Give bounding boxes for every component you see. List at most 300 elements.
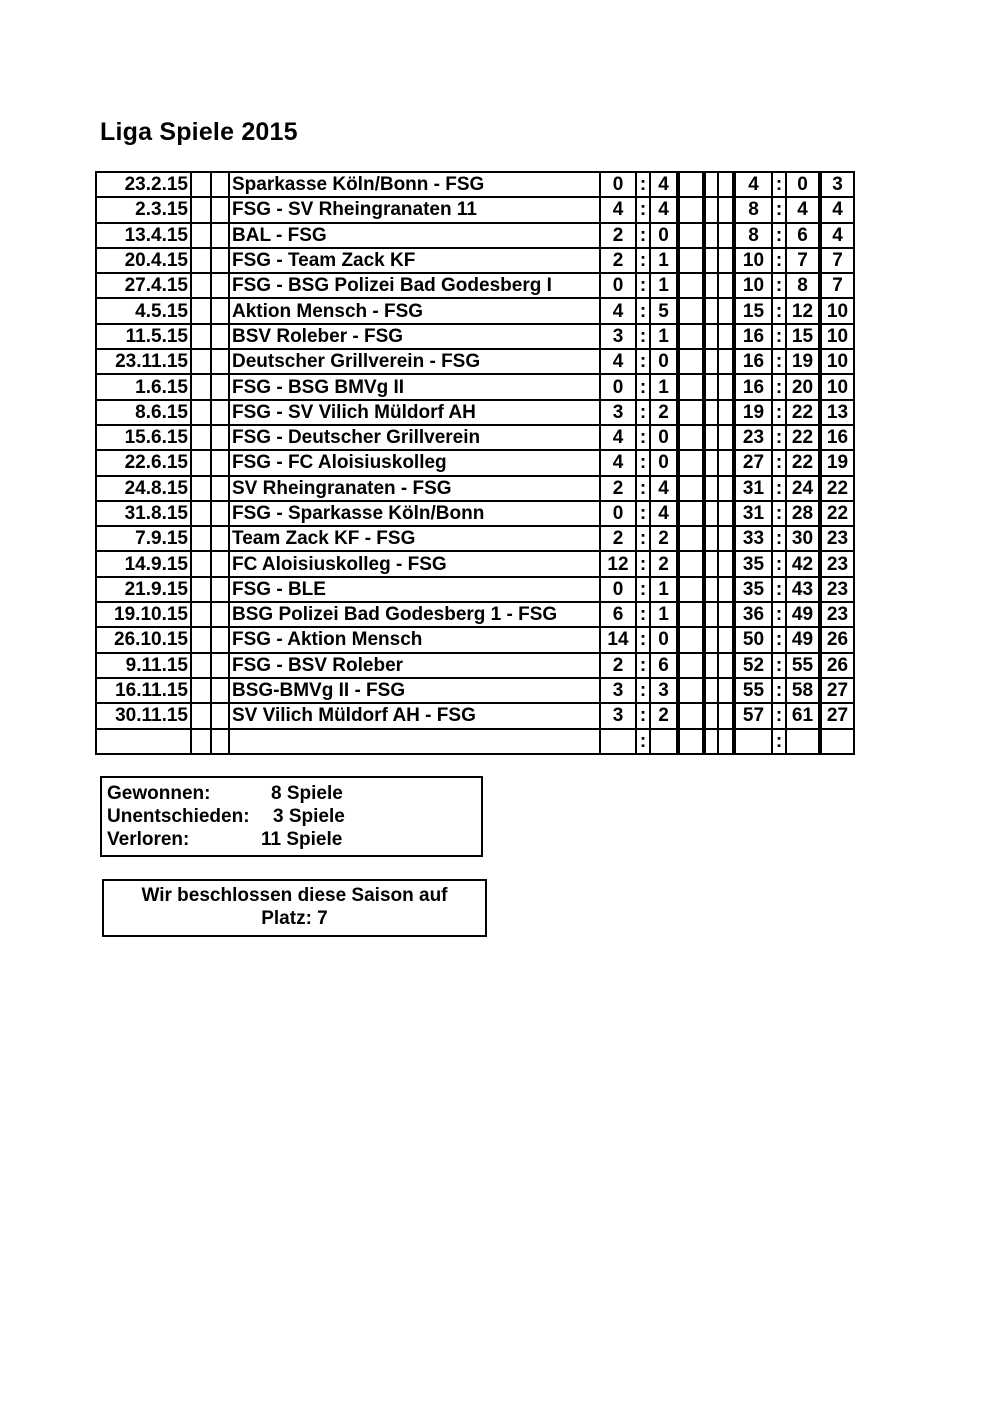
empty-cell xyxy=(191,551,211,576)
won-label: Gewonnen: xyxy=(107,783,211,804)
total-separator: : xyxy=(772,678,786,703)
total-goals-against: 4 xyxy=(786,197,820,222)
total-goals-for: 8 xyxy=(734,223,772,248)
total-points: 10 xyxy=(820,374,854,399)
empty-cell xyxy=(678,172,704,197)
lost-label: Verloren: xyxy=(107,829,190,850)
empty-cell xyxy=(191,501,211,526)
game-match: FC Aloisiuskolleg - FSG xyxy=(229,551,600,576)
game-date: 16.11.15 xyxy=(96,678,191,703)
empty-cell xyxy=(718,501,734,526)
total-points: 10 xyxy=(820,298,854,323)
total-points: 23 xyxy=(820,602,854,627)
empty-cell xyxy=(211,627,229,652)
empty-cell xyxy=(211,273,229,298)
total-goals-for: 31 xyxy=(734,501,772,526)
empty-cell xyxy=(211,248,229,273)
empty-cell xyxy=(704,627,718,652)
empty-cell xyxy=(678,273,704,298)
empty-cell xyxy=(704,248,718,273)
goals-home: 0 xyxy=(600,172,636,197)
total-separator: : xyxy=(772,602,786,627)
total-points: 13 xyxy=(820,400,854,425)
total-goals-against: 19 xyxy=(786,349,820,374)
empty-cell xyxy=(704,273,718,298)
game-date: 9.11.15 xyxy=(96,653,191,678)
total-goals-for: 27 xyxy=(734,450,772,475)
total-goals-against: 43 xyxy=(786,577,820,602)
empty-cell xyxy=(211,374,229,399)
empty-cell xyxy=(191,653,211,678)
total-points: 7 xyxy=(820,273,854,298)
goals-away: 0 xyxy=(650,627,678,652)
empty-cell xyxy=(211,298,229,323)
total-goals-for: 36 xyxy=(734,602,772,627)
game-date: 31.8.15 xyxy=(96,501,191,526)
score-separator: : xyxy=(636,248,650,273)
empty-cell xyxy=(678,349,704,374)
game-match: BAL - FSG xyxy=(229,223,600,248)
empty-cell xyxy=(718,374,734,399)
total-points: 22 xyxy=(820,501,854,526)
total-separator: : xyxy=(772,551,786,576)
goals-home: 4 xyxy=(600,298,636,323)
empty-cell xyxy=(718,349,734,374)
empty-cell xyxy=(718,324,734,349)
empty-cell xyxy=(704,602,718,627)
goals-home: 0 xyxy=(600,273,636,298)
empty-cell xyxy=(704,425,718,450)
empty-cell xyxy=(704,501,718,526)
total-goals-for: 55 xyxy=(734,678,772,703)
game-date: 24.8.15 xyxy=(96,476,191,501)
game-row xyxy=(96,248,854,273)
goals-away: 1 xyxy=(650,273,678,298)
game-row xyxy=(96,400,854,425)
empty-cell xyxy=(211,324,229,349)
empty-cell xyxy=(704,400,718,425)
goals-away: 1 xyxy=(650,577,678,602)
empty-cell xyxy=(211,526,229,551)
game-match: FSG - Aktion Mensch xyxy=(229,627,600,652)
game-match: FSG - Sparkasse Köln/Bonn xyxy=(229,501,600,526)
goals-home: 0 xyxy=(600,374,636,399)
total-goals-against: 6 xyxy=(786,223,820,248)
game-date: 7.9.15 xyxy=(96,526,191,551)
game-row xyxy=(96,172,854,197)
game-match: Aktion Mensch - FSG xyxy=(229,298,600,323)
empty-cell xyxy=(678,551,704,576)
game-match: FSG - FC Aloisiuskolleg xyxy=(229,450,600,475)
empty-cell xyxy=(718,653,734,678)
empty-cell xyxy=(678,602,704,627)
empty-cell xyxy=(678,374,704,399)
total-separator: : xyxy=(772,298,786,323)
goals-home: 3 xyxy=(600,400,636,425)
empty-cell xyxy=(211,450,229,475)
empty-cell xyxy=(718,425,734,450)
summary-lost-row xyxy=(107,828,476,851)
game-match: FSG - BSV Roleber xyxy=(229,653,600,678)
goals-home: 6 xyxy=(600,602,636,627)
goals-away: 2 xyxy=(650,703,678,728)
game-row xyxy=(96,501,854,526)
total-goals-against: 20 xyxy=(786,374,820,399)
game-date: 22.6.15 xyxy=(96,450,191,475)
empty-cell xyxy=(718,602,734,627)
draw-value: 3 Spiele xyxy=(273,806,345,827)
game-date: 21.9.15 xyxy=(96,577,191,602)
game-date: 20.4.15 xyxy=(96,248,191,273)
empty-cell xyxy=(718,172,734,197)
score-separator: : xyxy=(636,703,650,728)
goals-away: 0 xyxy=(650,349,678,374)
empty-cell xyxy=(718,703,734,728)
goals-away: 4 xyxy=(650,197,678,222)
score-separator: : xyxy=(636,577,650,602)
goals-home: 3 xyxy=(600,324,636,349)
game-row xyxy=(96,298,854,323)
goals-away: 0 xyxy=(650,223,678,248)
empty-cell xyxy=(718,577,734,602)
game-row xyxy=(96,577,854,602)
total-goals-for: 35 xyxy=(734,551,772,576)
page-title: Liga Spiele 2015 xyxy=(100,118,298,146)
empty-cell xyxy=(678,223,704,248)
empty-cell xyxy=(211,678,229,703)
empty-cell xyxy=(211,172,229,197)
empty-cell xyxy=(704,298,718,323)
goals-home: 2 xyxy=(600,526,636,551)
goals-away: 2 xyxy=(650,400,678,425)
empty-cell xyxy=(191,172,211,197)
empty-cell xyxy=(191,324,211,349)
game-match: FSG - Deutscher Grillverein xyxy=(229,425,600,450)
game-date: 26.10.15 xyxy=(96,627,191,652)
season-result-line2: Platz: 7 xyxy=(261,908,328,929)
empty-cell xyxy=(678,197,704,222)
total-points: 16 xyxy=(820,425,854,450)
total-goals-against xyxy=(786,729,820,754)
total-goals-for: 50 xyxy=(734,627,772,652)
total-points: 10 xyxy=(820,349,854,374)
game-row xyxy=(96,223,854,248)
empty-cell xyxy=(211,577,229,602)
game-date: 15.6.15 xyxy=(96,425,191,450)
empty-cell xyxy=(718,627,734,652)
goals-home: 2 xyxy=(600,476,636,501)
goals-away: 6 xyxy=(650,653,678,678)
total-goals-against: 42 xyxy=(786,551,820,576)
goals-away: 1 xyxy=(650,374,678,399)
total-points: 22 xyxy=(820,476,854,501)
empty-cell xyxy=(211,602,229,627)
total-separator: : xyxy=(772,425,786,450)
score-separator: : xyxy=(636,425,650,450)
score-separator: : xyxy=(636,172,650,197)
goals-home: 0 xyxy=(600,577,636,602)
total-goals-against: 22 xyxy=(786,450,820,475)
total-points: 23 xyxy=(820,551,854,576)
goals-away: 2 xyxy=(650,551,678,576)
empty-cell xyxy=(718,197,734,222)
empty-cell xyxy=(211,703,229,728)
total-separator: : xyxy=(772,273,786,298)
total-points: 26 xyxy=(820,627,854,652)
empty-cell xyxy=(718,450,734,475)
score-separator: : xyxy=(636,223,650,248)
game-row xyxy=(96,450,854,475)
empty-cell xyxy=(211,501,229,526)
empty-cell xyxy=(718,298,734,323)
empty-cell xyxy=(718,729,734,754)
game-match: BSV Roleber - FSG xyxy=(229,324,600,349)
empty-cell xyxy=(704,526,718,551)
game-date: 13.4.15 xyxy=(96,223,191,248)
empty-cell xyxy=(191,729,211,754)
goals-home: 3 xyxy=(600,703,636,728)
score-separator: : xyxy=(636,298,650,323)
games-body xyxy=(96,172,854,754)
goals-home: 12 xyxy=(600,551,636,576)
score-separator: : xyxy=(636,450,650,475)
total-goals-against: 58 xyxy=(786,678,820,703)
goals-away: 1 xyxy=(650,602,678,627)
game-row xyxy=(96,627,854,652)
goals-away: 0 xyxy=(650,450,678,475)
game-match: BSG-BMVg II - FSG xyxy=(229,678,600,703)
total-points: 19 xyxy=(820,450,854,475)
goals-away: 3 xyxy=(650,678,678,703)
goals-away: 0 xyxy=(650,425,678,450)
empty-cell xyxy=(678,653,704,678)
empty-cell xyxy=(191,248,211,273)
summary-draw-row xyxy=(107,805,476,828)
goals-away: 1 xyxy=(650,324,678,349)
game-match: FSG - BSG BMVg II xyxy=(229,374,600,399)
total-points: 27 xyxy=(820,678,854,703)
score-separator: : xyxy=(636,400,650,425)
total-separator: : xyxy=(772,223,786,248)
empty-cell xyxy=(191,374,211,399)
games-table xyxy=(95,171,855,755)
total-points: 3 xyxy=(820,172,854,197)
goals-home: 2 xyxy=(600,248,636,273)
goals-home xyxy=(600,729,636,754)
game-date: 2.3.15 xyxy=(96,197,191,222)
empty-cell xyxy=(191,703,211,728)
game-match: FSG - BSG Polizei Bad Godesberg I xyxy=(229,273,600,298)
total-goals-against: 22 xyxy=(786,425,820,450)
total-goals-for: 16 xyxy=(734,324,772,349)
goals-away: 4 xyxy=(650,476,678,501)
empty-cell xyxy=(191,476,211,501)
empty-cell xyxy=(704,324,718,349)
game-match: Team Zack KF - FSG xyxy=(229,526,600,551)
empty-cell xyxy=(678,729,704,754)
goals-home: 3 xyxy=(600,678,636,703)
total-points: 10 xyxy=(820,324,854,349)
total-goals-for: 57 xyxy=(734,703,772,728)
total-goals-for: 16 xyxy=(734,349,772,374)
goals-away xyxy=(650,729,678,754)
total-separator: : xyxy=(772,248,786,273)
game-match: FSG - BLE xyxy=(229,577,600,602)
total-goals-against: 49 xyxy=(786,627,820,652)
empty-cell xyxy=(704,172,718,197)
season-result-line1: Wir beschlossen diese Saison auf xyxy=(141,885,448,906)
empty-cell xyxy=(704,577,718,602)
game-row xyxy=(96,324,854,349)
total-separator: : xyxy=(772,172,786,197)
empty-cell xyxy=(678,627,704,652)
score-separator: : xyxy=(636,476,650,501)
total-separator: : xyxy=(772,729,786,754)
game-row xyxy=(96,551,854,576)
score-separator: : xyxy=(636,627,650,652)
total-goals-against: 0 xyxy=(786,172,820,197)
score-separator: : xyxy=(636,678,650,703)
empty-cell xyxy=(191,349,211,374)
empty-cell xyxy=(678,476,704,501)
game-date: 23.2.15 xyxy=(96,172,191,197)
game-row xyxy=(96,197,854,222)
total-goals-against: 22 xyxy=(786,400,820,425)
total-separator: : xyxy=(772,324,786,349)
lost-value: 11 Spiele xyxy=(261,829,343,850)
total-goals-for: 52 xyxy=(734,653,772,678)
game-match: FSG - SV Vilich Müldorf AH xyxy=(229,400,600,425)
total-separator: : xyxy=(772,501,786,526)
empty-cell xyxy=(678,248,704,273)
empty-cell xyxy=(704,197,718,222)
total-goals-for: 19 xyxy=(734,400,772,425)
total-goals-for: 10 xyxy=(734,248,772,273)
game-row xyxy=(96,729,854,754)
total-goals-for: 16 xyxy=(734,374,772,399)
total-points: 26 xyxy=(820,653,854,678)
empty-cell xyxy=(678,450,704,475)
empty-cell xyxy=(211,551,229,576)
goals-home: 0 xyxy=(600,501,636,526)
game-date: 1.6.15 xyxy=(96,374,191,399)
total-goals-against: 49 xyxy=(786,602,820,627)
empty-cell xyxy=(704,476,718,501)
empty-cell xyxy=(704,653,718,678)
score-separator: : xyxy=(636,324,650,349)
draw-label: Unentschieden: xyxy=(107,806,250,827)
empty-cell xyxy=(211,476,229,501)
empty-cell xyxy=(678,298,704,323)
score-separator: : xyxy=(636,197,650,222)
empty-cell xyxy=(191,197,211,222)
empty-cell xyxy=(211,400,229,425)
empty-cell xyxy=(704,551,718,576)
total-separator: : xyxy=(772,703,786,728)
goals-away: 5 xyxy=(650,298,678,323)
game-match xyxy=(229,729,600,754)
game-match: Deutscher Grillverein - FSG xyxy=(229,349,600,374)
empty-cell xyxy=(211,223,229,248)
empty-cell xyxy=(678,425,704,450)
empty-cell xyxy=(678,400,704,425)
total-separator: : xyxy=(772,653,786,678)
game-row xyxy=(96,425,854,450)
game-date: 27.4.15 xyxy=(96,273,191,298)
empty-cell xyxy=(678,526,704,551)
total-goals-for: 33 xyxy=(734,526,772,551)
empty-cell xyxy=(704,729,718,754)
game-row xyxy=(96,678,854,703)
score-separator: : xyxy=(636,653,650,678)
total-goals-against: 7 xyxy=(786,248,820,273)
score-separator: : xyxy=(636,374,650,399)
empty-cell xyxy=(191,273,211,298)
empty-cell xyxy=(704,223,718,248)
total-points: 7 xyxy=(820,248,854,273)
game-match: Sparkasse Köln/Bonn - FSG xyxy=(229,172,600,197)
total-goals-for: 23 xyxy=(734,425,772,450)
total-goals-for xyxy=(734,729,772,754)
goals-home: 14 xyxy=(600,627,636,652)
total-points: 27 xyxy=(820,703,854,728)
game-row xyxy=(96,653,854,678)
game-match: FSG - SV Rheingranaten 11 xyxy=(229,197,600,222)
score-separator: : xyxy=(636,501,650,526)
total-goals-against: 8 xyxy=(786,273,820,298)
empty-cell xyxy=(718,526,734,551)
goals-home: 4 xyxy=(600,349,636,374)
total-separator: : xyxy=(772,450,786,475)
empty-cell xyxy=(678,678,704,703)
empty-cell xyxy=(211,349,229,374)
empty-cell xyxy=(704,349,718,374)
game-date xyxy=(96,729,191,754)
game-row xyxy=(96,602,854,627)
empty-cell xyxy=(718,248,734,273)
game-match: SV Vilich Müldorf AH - FSG xyxy=(229,703,600,728)
won-value: 8 Spiele xyxy=(271,783,343,804)
goals-home: 4 xyxy=(600,197,636,222)
goals-away: 1 xyxy=(650,248,678,273)
score-separator: : xyxy=(636,273,650,298)
game-date: 4.5.15 xyxy=(96,298,191,323)
empty-cell xyxy=(211,197,229,222)
total-goals-for: 8 xyxy=(734,197,772,222)
goals-away: 4 xyxy=(650,501,678,526)
empty-cell xyxy=(718,678,734,703)
empty-cell xyxy=(191,577,211,602)
empty-cell xyxy=(678,703,704,728)
goals-home: 4 xyxy=(600,450,636,475)
goals-home: 2 xyxy=(600,223,636,248)
empty-cell xyxy=(191,678,211,703)
empty-cell xyxy=(211,425,229,450)
game-row xyxy=(96,273,854,298)
season-result-box xyxy=(102,879,487,937)
empty-cell xyxy=(718,273,734,298)
total-goals-against: 15 xyxy=(786,324,820,349)
empty-cell xyxy=(704,374,718,399)
empty-cell xyxy=(678,324,704,349)
score-separator: : xyxy=(636,551,650,576)
total-goals-against: 28 xyxy=(786,501,820,526)
empty-cell xyxy=(191,450,211,475)
total-separator: : xyxy=(772,476,786,501)
game-match: SV Rheingranaten - FSG xyxy=(229,476,600,501)
empty-cell xyxy=(718,223,734,248)
total-goals-for: 15 xyxy=(734,298,772,323)
